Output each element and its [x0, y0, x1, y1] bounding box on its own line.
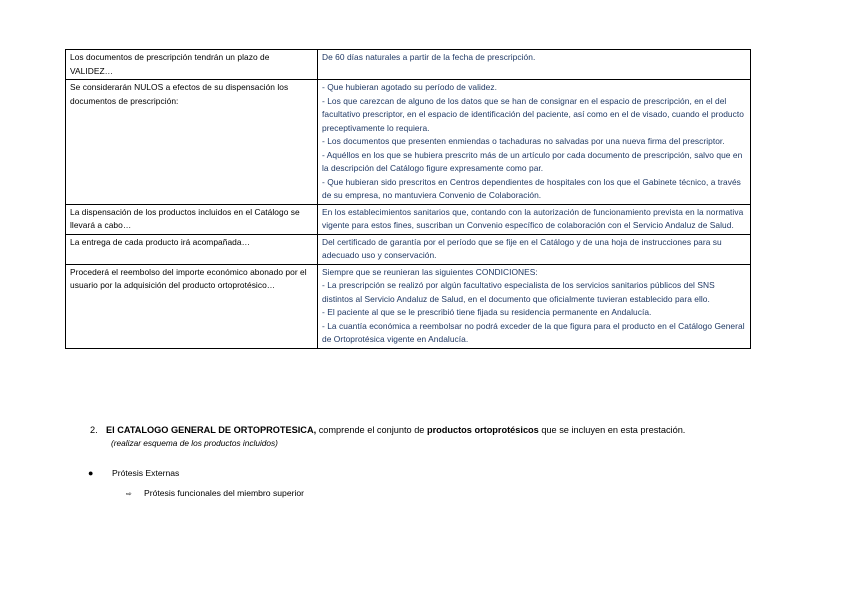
table-row	[66, 204, 751, 234]
sub-bullet-item	[126, 487, 304, 501]
section-text-bold: productos ortoprotésicos	[426, 425, 539, 435]
answer-text: - Aquéllos en los que se hubiera prescrito más de un artículo por cada documento de prescripción, salvo que en la descripción del Catálogo figure expresamente como par.	[322, 149, 743, 173]
answer-text: - Los documentos que presenten enmiendas o tachaduras no salvadas por una nueva firma del prescriptor.	[322, 136, 725, 146]
table-cell-question	[66, 234, 318, 264]
answer-text: De 60 días naturales a partir de la fecha de prescripción.	[322, 52, 536, 62]
table-cell-answer	[318, 50, 751, 80]
answer-text: - La cuantía económica a reembolsar no podrá exceder de la que figura para el producto en el Catálogo General de Ortoprotésica vigente en Andalucía.	[322, 320, 745, 344]
arrow-right-icon: ⇨	[126, 491, 132, 498]
table-cell-answer	[318, 80, 751, 205]
table-cell-answer	[318, 234, 751, 264]
sub-bullet-text: Prótesis funcionales del miembro superior	[144, 488, 305, 498]
section-text-2: que se incluyen en esta prestación.	[538, 425, 686, 435]
table-row	[66, 264, 751, 348]
table-row	[66, 50, 751, 80]
table-cell-question	[66, 264, 318, 348]
table-cell-question	[66, 50, 318, 80]
table-row	[66, 234, 751, 264]
question-text: Los documentos de prescripción tendrán un plazo de VALIDEZ…	[70, 52, 270, 76]
table-cell-answer	[318, 204, 751, 234]
question-text: Se considerarán NULOS a efectos de su dispensación los documentos de prescripción:	[70, 82, 289, 106]
table-cell-answer	[318, 264, 751, 348]
section-note: (realizar esquema de los productos incluidos)	[111, 438, 278, 448]
answer-text: Del certificado de garantía por el período que se fije en el Catálogo y de una hoja de instrucciones para su adecuado uso y conservación.	[322, 236, 722, 260]
bullet-dot-icon: ●	[88, 468, 94, 478]
answer-text: - El paciente al que se le prescribió tiene fijada su residencia permanente en Andalucía.	[322, 307, 652, 317]
question-text: Procederá el reembolso del importe económico abonado por el usuario por la adquisición del producto ortoprotésico…	[70, 266, 307, 290]
bullet-item	[88, 467, 179, 479]
table-cell-question	[66, 204, 318, 234]
answer-text: - Los que carezcan de alguno de los datos que se han de consignar en el espacio de prescripción, en el del facultativo prescriptor, en el espacio de identificación del paciente, así como en el de visado, cuando el producto preceptivamente lo requiera.	[322, 95, 744, 133]
section-number: 2.	[90, 425, 98, 435]
table-row	[66, 80, 751, 205]
answer-text: Siempre que se reunieran las siguientes CONDICIONES:	[322, 266, 538, 277]
question-text: La dispensación de los productos incluidos en el Catálogo se llevará a cabo…	[70, 206, 300, 230]
table-cell-question	[66, 80, 318, 205]
answer-text: - La prescripción se realizó por algún facultativo especialista de los servicios sanitarios públicos del SNS distintos al Servicio Andaluz de Salud, en el documento que oficialmente tuvieran establecido para ello.	[322, 280, 715, 304]
section-text-1: comprende el conjunto de	[316, 425, 427, 435]
question-text: La entrega de cada producto irá acompañada…	[70, 236, 251, 247]
answer-text: En los establecimientos sanitarios que, contando con la autorización de funcionamiento prevista en la normativa vigente para estos fines, suscriban un Convenio específico de colaboración con el Servicio Andaluz de Salud.	[322, 206, 744, 230]
section-title-bold: El CATALOGO GENERAL DE ORTOPROTESICA,	[106, 425, 317, 435]
table-body	[66, 50, 751, 349]
section-2	[90, 424, 685, 450]
section-heading	[90, 424, 685, 437]
answer-text: - Que hubieran agotado su período de validez.	[322, 82, 497, 92]
prescription-rules-table	[65, 49, 751, 349]
answer-text: - Que hubieran sido prescritos en Centros dependientes de hospitales con los que el Gabinete técnico, a través de su empresa, no mantuviera Convenio de Colaboración.	[322, 176, 741, 200]
bullet-text: Prótesis Externas	[112, 468, 180, 478]
